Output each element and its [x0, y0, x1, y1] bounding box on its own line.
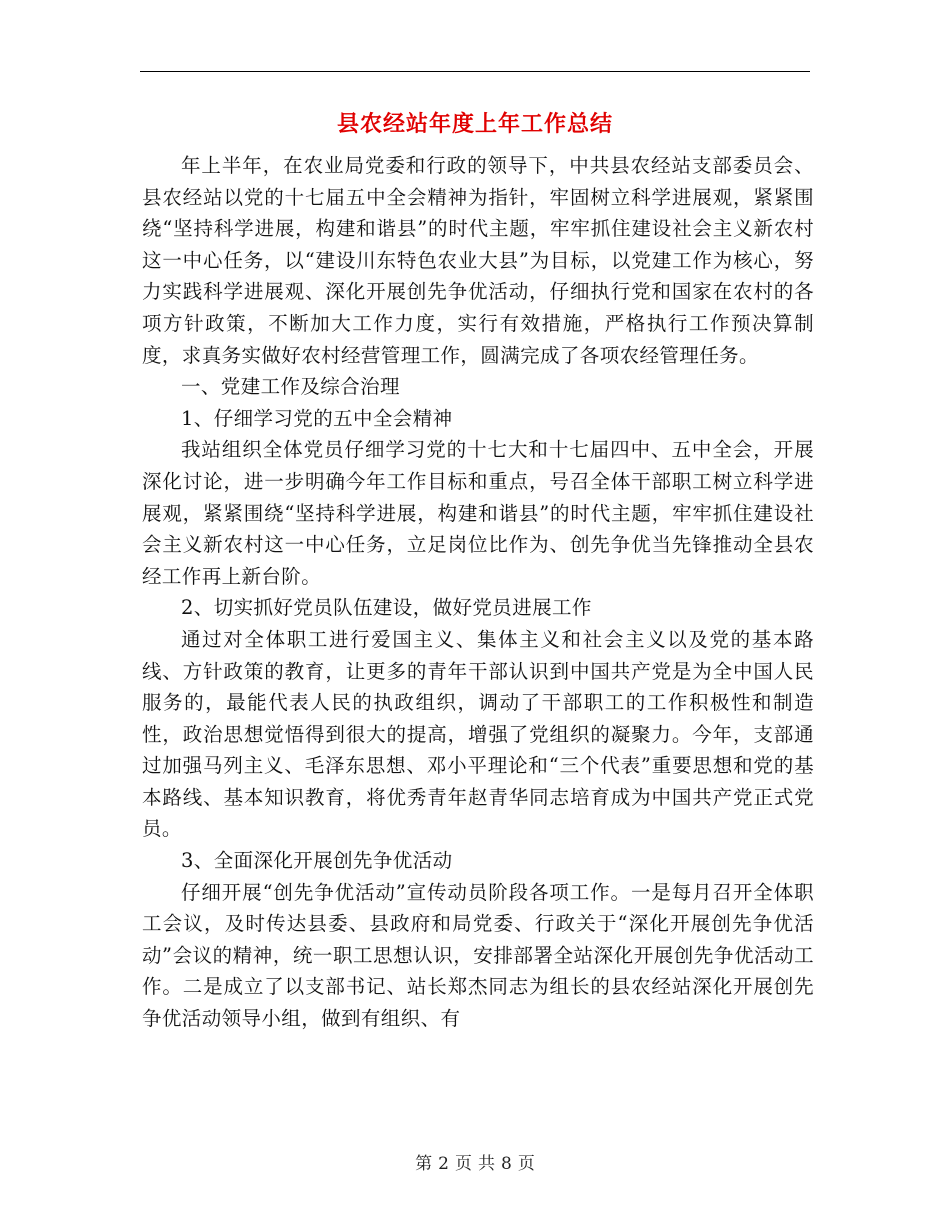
document-title: 县农经站年度上年工作总结 [336, 112, 613, 137]
footer-suffix: 页 [517, 1154, 535, 1174]
header-rule [140, 71, 810, 72]
excellence-activity-paragraph: 仔细开展“创先争优活动”宣传动员阶段各项工作。一是每月召开全体职工会议，及时传达县委、县政府和局党委、行政关于“深化开展创先争优活动”会议的精神，统一职工思想认识，安排部署全站深化开展创先争优活动工作。二是成立了以支部书记、站长郑杰同志为组长的县农经站深化开展创先争优活动领导小组，做到有组织、有 [142, 880, 814, 1031]
section-heading-party-building: 一、党建工作及综合治理 [181, 375, 400, 399]
document-body [142, 150, 814, 1035]
subheading-excellence-activity: 3、全面深化开展创先争优活动 [181, 849, 453, 873]
study-plenum-paragraph: 我站组织全体党员仔细学习党的十七大和十七届四中、五中全会，开展深化讨论，进一步明确今年工作目标和重点，号召全体干部职工树立科学进展观，紧紧围绕“坚持科学进展，构建和谐县”的时代主题，牢牢抓住建设社会主义新农村这一中心任务，立足岗位比作为、创先争优当先锋推动全县农经工作再上新台阶。 [142, 438, 814, 588]
footer-total-word: 共 [478, 1154, 495, 1174]
footer-prefix: 第 [415, 1154, 433, 1174]
intro-paragraph: 年上半年，在农业局党委和行政的领导下，中共县农经站支部委员会、县农经站以党的十七届五中全会精神为指针，牢固树立科学进展观，紧紧围绕“坚持科学进展，构建和谐县”的时代主题，牢牢抓住建设社会主义新农村这一中心任务，以“建设川东特色农业大县”为目标，以党建工作为核心，努力实践科学进展观、深化开展创先争优活动，仔细执行党和国家在农村的各项方针政策，不断加大工作力度，实行有效措施，严格执行工作预决算制度，求真务实做好农村经营管理工作，圆满完成了各项农经管理任务。 [142, 154, 814, 367]
current-page-number: 2 [438, 1154, 449, 1174]
total-pages-number: 8 [501, 1154, 512, 1174]
page-number-footer [0, 1152, 950, 1176]
party-member-team-paragraph: 通过对全体职工进行爱国主义、集体主义和社会主义以及党的基本路线、方针政策的教育，让更多的青年干部认识到中国共产党是为全中国人民服务的，最能代表人民的执政组织，调动了干部职工的工作积极性和制造性，政治思想觉悟得到很大的提高，增强了党组织的凝聚力。今年，支部通过加强马列主义、毛泽东思想、邓小平理论和“三个代表”重要思想和党的基本路线、基本知识教育，将优秀青年赵青华同志培育成为中国共产党正式党员。 [142, 627, 814, 841]
subheading-party-member-team: 2、切实抓好党员队伍建设，做好党员进展工作 [181, 596, 592, 620]
subheading-study-plenum: 1、仔细学习党的五中全会精神 [181, 406, 453, 430]
footer-page-word: 页 [455, 1154, 472, 1174]
